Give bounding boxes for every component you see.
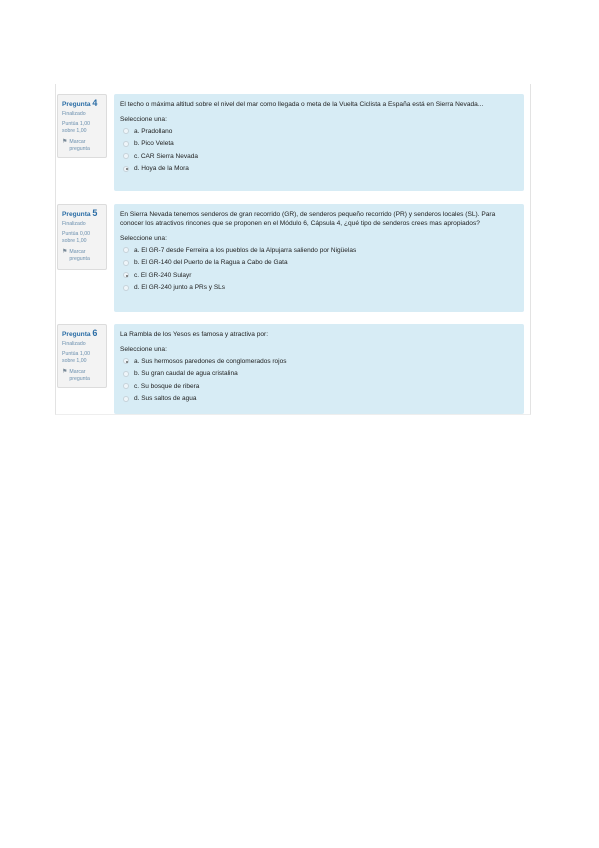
question-content — [114, 94, 524, 191]
question-content — [114, 324, 524, 414]
radio-button-selected[interactable] — [123, 166, 129, 172]
answer-option[interactable]: a. El GR-7 desde Ferreira a los pueblos de la Alpujarra saliendo por Nigüelas — [120, 244, 516, 257]
answer-option[interactable]: c. CAR Sierra Nevada — [120, 150, 516, 163]
answer-list — [120, 355, 516, 405]
radio-button[interactable] — [123, 141, 129, 147]
answer-prompt: Seleccione una: — [120, 116, 167, 123]
flag-icon: ⚑ — [62, 139, 68, 145]
question-text: El techo o máxima altitud sobre el nivel del mar como llegada o meta de la Vuelta Ciclista a España está en Sierra Nevada... — [120, 101, 484, 108]
question-state: Finalizado — [62, 221, 86, 227]
question-content — [114, 204, 524, 312]
question-info — [57, 324, 107, 388]
answer-option[interactable]: d. Hoya de la Mora — [120, 163, 516, 176]
answer-option[interactable]: a. Sus hermosos paredones de conglomerados rojos — [120, 355, 516, 368]
question-state: Finalizado — [62, 111, 86, 117]
answer-option[interactable]: c. El GR-240 Sulayr — [120, 269, 516, 282]
flag-icon: ⚑ — [62, 369, 68, 375]
question-text: La Rambla de los Yesos es famosa y atractiva por: — [120, 331, 269, 338]
radio-button[interactable] — [123, 371, 129, 377]
radio-button-selected[interactable] — [123, 358, 129, 364]
answer-option[interactable]: b. Pico Veleta — [120, 138, 516, 151]
radio-button-selected[interactable] — [123, 272, 129, 278]
answer-option[interactable]: c. Su bosque de ribera — [120, 380, 516, 393]
answer-option[interactable]: b. El GR-140 del Puerto de la Ragua a Cabo de Gata — [120, 257, 516, 270]
radio-button[interactable] — [123, 383, 129, 389]
answer-option[interactable]: a. Pradollano — [120, 125, 516, 138]
radio-button[interactable] — [123, 128, 129, 134]
radio-button[interactable] — [123, 247, 129, 253]
radio-button[interactable] — [123, 153, 129, 159]
answer-prompt: Seleccione una: — [120, 346, 167, 353]
answer-list — [120, 244, 516, 294]
question-grade: Puntúa 1,00 sobre 1,00 — [62, 121, 90, 134]
radio-button[interactable] — [123, 260, 129, 266]
question-grade: Puntúa 0,00 sobre 1,00 — [62, 231, 90, 244]
question-state: Finalizado — [62, 341, 86, 347]
question-text: En Sierra Nevada tenemos senderos de gran recorrido (GR), de senderos pequeño recorrido (PR) y senderos locales (SL). Para conocer los atractivos rincones que se proponen en el Módulo 6, Cápsula 4, ¿qué tipo de senderos crees mas apropiados? — [120, 211, 496, 227]
question-number: Pregunta 4 — [62, 98, 98, 108]
flag-question-link[interactable]: ⚑ Marcar pregunta — [62, 139, 90, 152]
flag-question-link[interactable]: ⚑ Marcar pregunta — [62, 249, 90, 262]
answer-option[interactable]: d. El GR-240 junto a PRs y SLs — [120, 282, 516, 295]
flag-icon: ⚑ — [62, 249, 68, 255]
question-info — [57, 94, 107, 158]
answer-prompt: Seleccione una: — [120, 235, 167, 242]
question-grade: Puntúa 1,00 sobre 1,00 — [62, 351, 90, 364]
answer-option[interactable]: b. Su gran caudal de agua cristalina — [120, 368, 516, 381]
question-number: Pregunta 5 — [62, 208, 98, 218]
radio-button[interactable] — [123, 396, 129, 402]
question-info — [57, 204, 107, 270]
answer-option[interactable]: d. Sus saltos de agua — [120, 393, 516, 406]
radio-button[interactable] — [123, 285, 129, 291]
flag-question-link[interactable]: ⚑ Marcar pregunta — [62, 369, 90, 382]
question-number: Pregunta 6 — [62, 328, 98, 338]
answer-list — [120, 125, 516, 175]
